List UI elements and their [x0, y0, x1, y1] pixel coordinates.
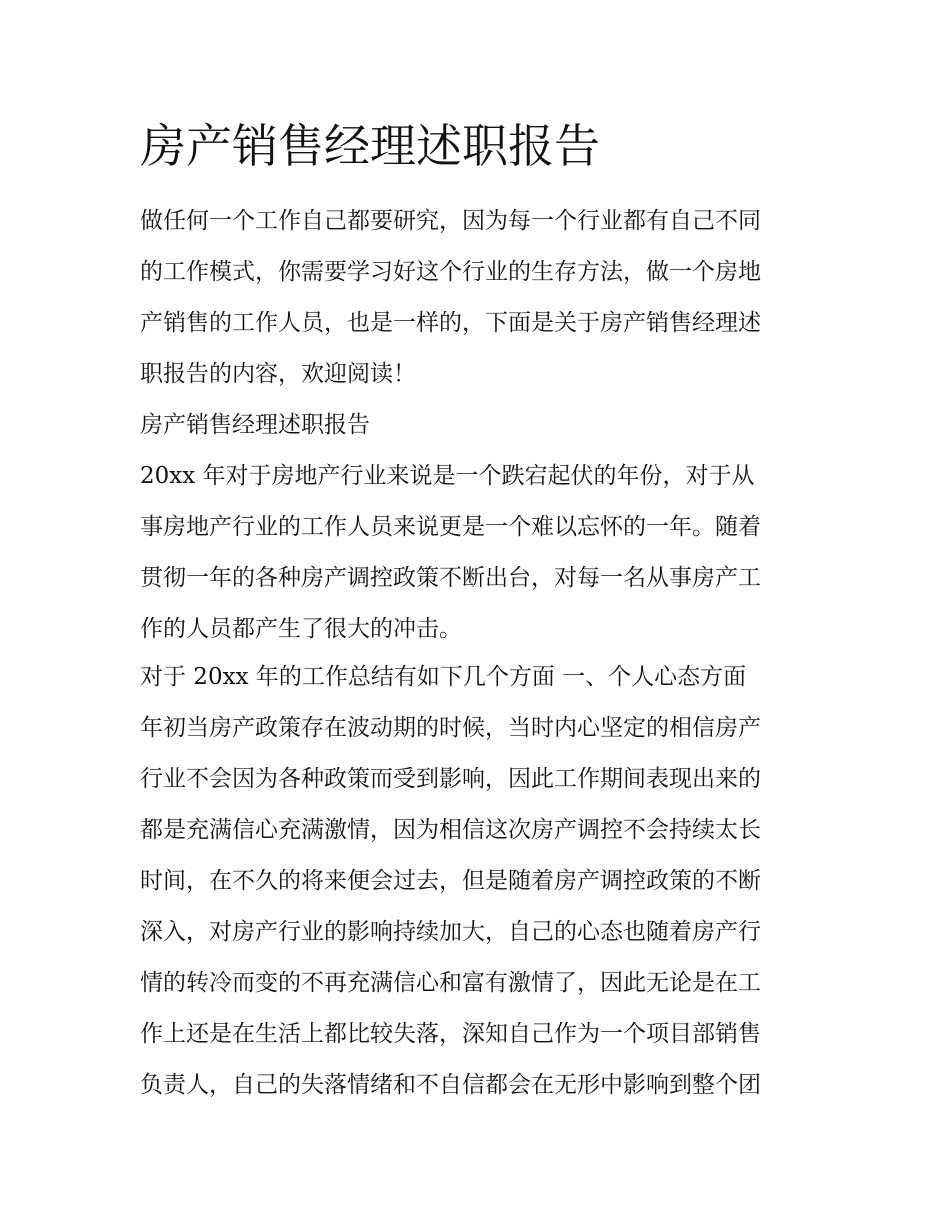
intro-line-4: 职报告的内容，欢迎阅读！: [140, 361, 416, 387]
body-line-3: 贯彻一年的各种房产调控政策不断出台，对每一名从事房产工: [140, 565, 761, 591]
document-title: 房产销售经理述职报告: [140, 119, 600, 173]
body-line-12: 负责人，自己的失落情绪和不自信都会在无形中影响到整个团: [140, 1072, 761, 1098]
body-line-6: 行业不会因为各种政策而受到影响，因此工作期间表现出来的: [140, 766, 761, 792]
body-line-11: 作上还是在生活上都比较失落，深知自己作为一个项目部销售: [140, 1021, 761, 1047]
body-line-2: 事房地产行业的工作人员来说更是一个难以忘怀的一年。随着: [140, 514, 761, 540]
section-heading: 房产销售经理述职报告: [140, 412, 370, 438]
body-line-10: 情的转冷而变的不再充满信心和富有激情了，因此无论是在工: [140, 970, 761, 996]
body-line-1: 20xx 年对于房地产行业来说是一个跌宕起伏的年份，对于从: [140, 463, 755, 489]
intro-line-2: 的工作模式，你需要学习好这个行业的生存方法，做一个房地: [140, 259, 761, 285]
intro-line-3: 产销售的工作人员，也是一样的，下面是关于房产销售经理述: [140, 310, 761, 336]
intro-line-1: 做任何一个工作自己都要研究，因为每一个行业都有自己不同: [140, 208, 761, 234]
body-line-9: 深入，对房产行业的影响持续加大，自己的心态也随着房产行: [140, 919, 761, 945]
body-line-5: 年初当房产政策存在波动期的时候，当时内心坚定的相信房产: [140, 715, 761, 741]
summary-heading-line: 对于 20xx 年的工作总结有如下几个方面 一、个人心态方面: [140, 664, 747, 690]
body-line-8: 时间，在不久的将来便会过去，但是随着房产调控政策的不断: [140, 868, 761, 894]
body-line-7: 都是充满信心充满激情，因为相信这次房产调控不会持续太长: [140, 817, 761, 843]
body-line-4: 作的人员都产生了很大的冲击。: [140, 616, 462, 642]
